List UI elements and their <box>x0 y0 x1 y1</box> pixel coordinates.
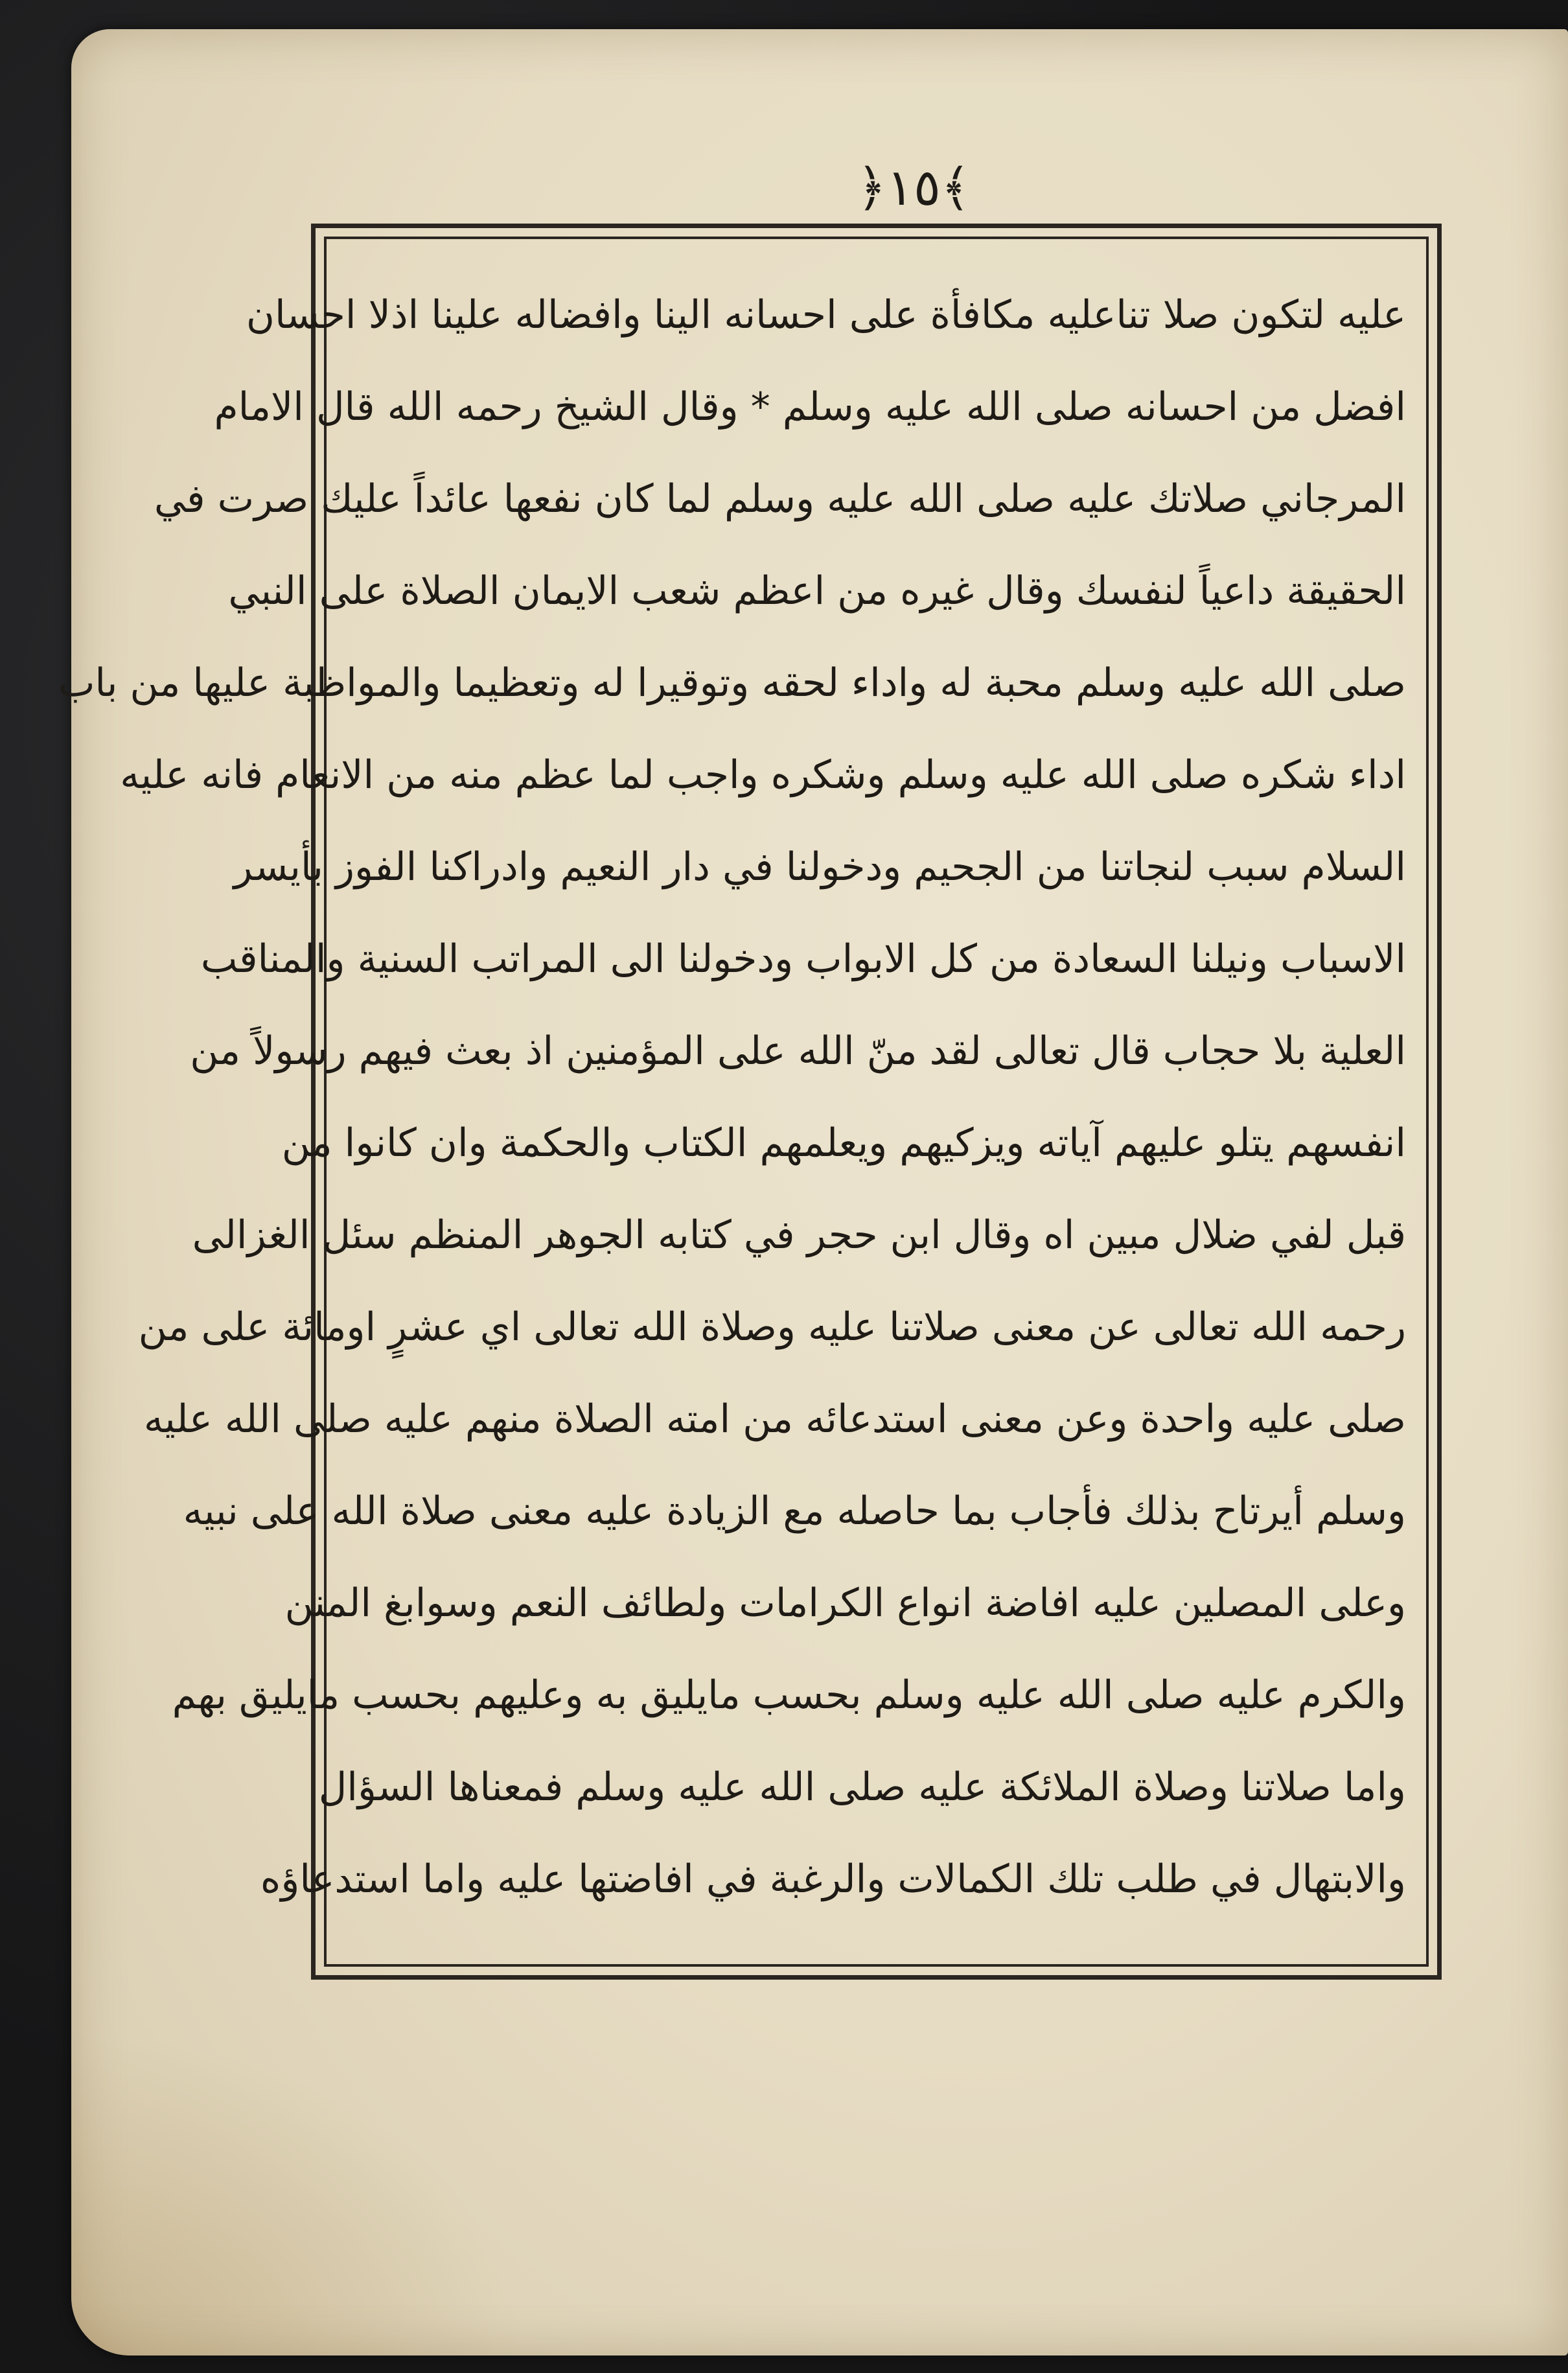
text-line: افضل من احسانه صلى الله عليه وسلم * وقال الشيخ رحمه الله قال الامام <box>214 384 1406 430</box>
text-line: انفسهم يتلو عليهم آياته ويزكيهم ويعلمهم الكتاب والحكمة وان كانوا من <box>281 1120 1406 1166</box>
text-line: عليه لتكون صلا تناعليه مكافأة على احسانه الينا وافضاله علينا اذلا احسان <box>246 292 1406 338</box>
page-number: ﴾١٥﴿ <box>857 159 971 217</box>
text-line: واما صلاتنا وصلاة الملائكة عليه صلى الله عليه وسلم فمعناها السؤال <box>318 1765 1406 1810</box>
text-line: قبل لفي ضلال مبين اه وقال ابن حجر في كتابه الجوهر المنظم سئل الغزالى <box>192 1212 1406 1258</box>
text-line: السلام سبب لنجاتنا من الجحيم ودخولنا في دار النعيم وادراكنا الفوز بأيسر <box>233 844 1406 890</box>
text-line: اداء شكره صلى الله عليه وسلم وشكره واجب لما عظم منه من الانعام فانه عليه <box>120 752 1406 798</box>
text-line: وسلم أيرتاح بذلك فأجاب بما حاصله مع الزيادة عليه معنى صلاة الله على نبيه <box>183 1488 1406 1534</box>
text-line: الحقيقة داعياً لنفسك وقال غيره من اعظم شعب الايمان الصلاة على النبي <box>228 568 1406 614</box>
text-line: الاسباب ونيلنا السعادة من كل الابواب ودخولنا الى المراتب السنية والمناقب <box>200 936 1406 982</box>
text-line: صلى الله عليه وسلم محبة له واداء لحقه وتوقيرا له وتعظيما والمواظبة عليها من باب <box>58 660 1406 706</box>
text-line: المرجاني صلاتك عليه صلى الله عليه وسلم لما كان نفعها عائداً عليك صرت في <box>154 476 1406 522</box>
text-line: رحمه الله تعالى عن معنى صلاتنا عليه وصلاة الله تعالى اي عشرٍ اومائة على من <box>138 1304 1406 1350</box>
text-line: العلية بلا حجاب قال تعالى لقد منّ الله على المؤمنين اذ بعث فيهم رسولاً من <box>190 1028 1406 1074</box>
text-block <box>58 269 1406 1928</box>
text-line: وعلى المصلين عليه افاضة انواع الكرامات ولطائف النعم وسوابغ المنن <box>284 1580 1406 1626</box>
page-stain <box>71 2032 525 2356</box>
text-line: والكرم عليه صلى الله عليه وسلم بحسب مايليق به وعليهم بحسب مايليق بهم <box>172 1673 1406 1718</box>
text-line: صلى عليه واحدة وعن معنى استدعائه من امته الصلاة منهم عليه صلى الله عليه <box>143 1396 1406 1442</box>
text-line: والابتهال في طلب تلك الكمالات والرغبة في افاضتها عليه واما استدعاؤه <box>260 1857 1406 1902</box>
